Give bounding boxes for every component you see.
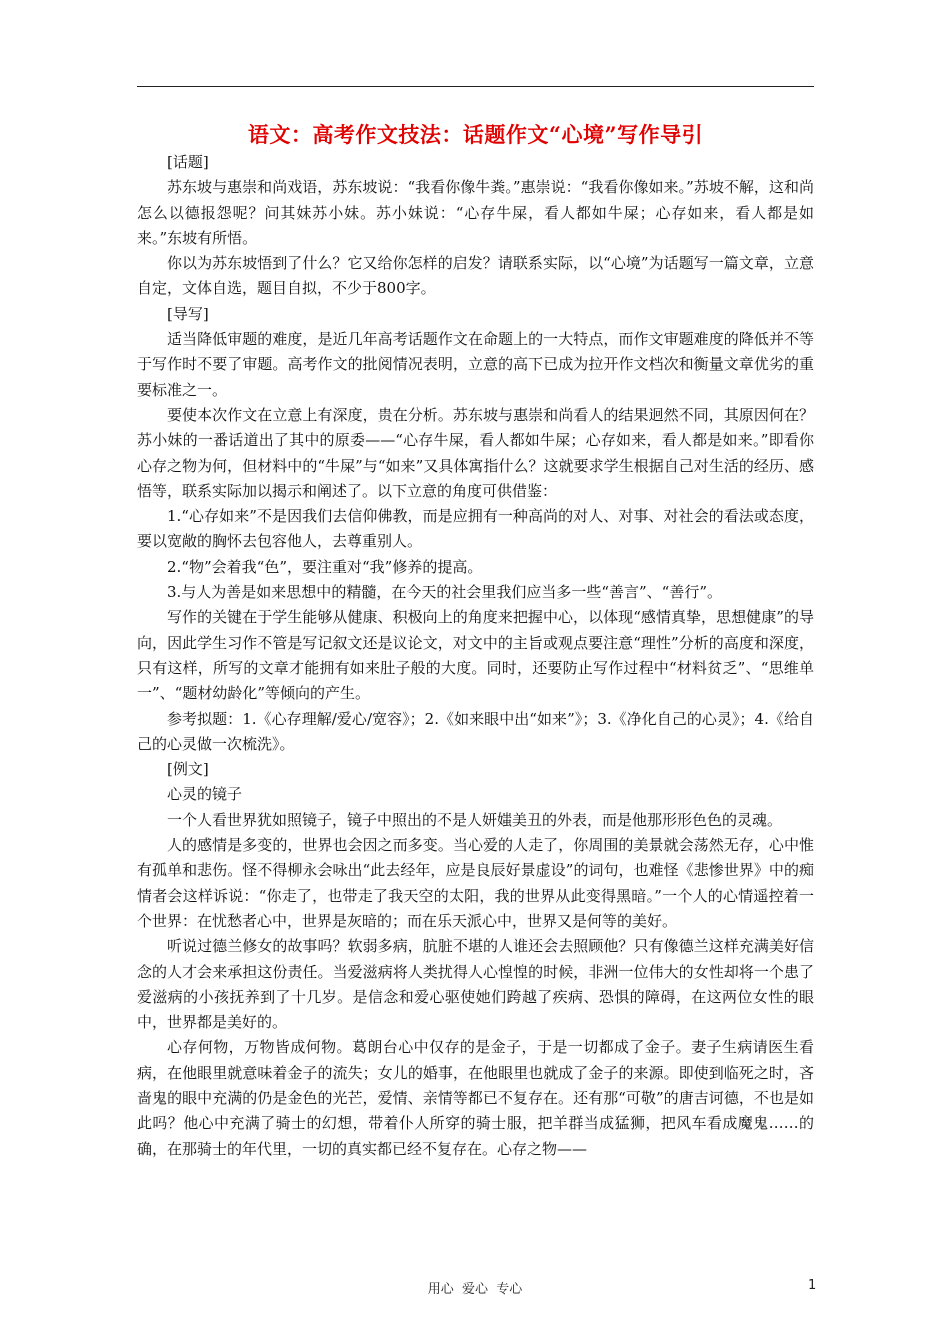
header-rule: [137, 86, 814, 87]
list-item: 1.“心存如来”不是因我们去信仰佛教，而是应拥有一种高尚的对人、对事、对社会的看法或态度，要以宽敞的胸怀去包容他人，去尊重别人。: [137, 507, 814, 551]
paragraph: 要使本次作文在立意上有深度，贵在分析。苏东坡与惠崇和尚看人的结果迥然不同，其原因何在？苏小妹的一番话道出了其中的原委——“心存牛屎，看人都如牛屎；心存如来，看人都是如来。”即看你心存之物为何，但材料中的“牛屎”与“如来”又具体寓指什么？这就要求学生根据自己对生活的经历、感悟等，联系实际加以揭示和阐述了。以下立意的角度可供借鉴：: [137, 405, 814, 500]
footer-slogan: 用心 爱心 专心: [427, 1282, 523, 1297]
document-title: 语文：高考作文技法：话题作文“心境”写作导引: [247, 122, 704, 147]
paragraph: 一个人看世界犹如照镜子，镜子中照出的不是人妍媸美丑的外表，而是他那形形色色的灵魂。: [167, 810, 783, 829]
paragraph: 你以为苏东坡悟到了什么？它又给你怎样的启发？请联系实际，以“心境”为话题写一篇文章，立意自定，文体自选，题目自拟，不少于800字。: [137, 254, 814, 298]
section-label-topic: [话题]: [167, 153, 209, 171]
paragraph: 写作的关键在于学生能够从健康、积极向上的角度来把握中心，以体现“感情真挚，思想健康”的导向，因此学生习作不管是写记叙文还是议论文，对文中的主旨或观点要注意“理性”分析的高度和深度，只有这样，所写的文章才能拥有如来肚子般的大度。同时，还要防止写作过程中“材料贫乏”、“思维单一”、“题材幼龄化”等倾向的产生。: [137, 608, 814, 703]
example-title: 心灵的镜子: [167, 785, 243, 804]
paragraph: 听说过德兰修女的故事吗？软弱多病，肮脏不堪的人谁还会去照顾他？只有像德兰这样充满美好信念的人才会来承担这份责任。当爱滋病将人类扰得人心惶惶的时候，非洲一位伟大的女性却将一个患了爱滋病的小孩抚养到了十几岁。是信念和爱心驱使她们跨越了疾病、恐惧的障碍，在这两位女性的眼中，世界都是美好的。: [137, 937, 814, 1032]
paragraph: 适当降低审题的难度，是近几年高考话题作文在命题上的一大特点，而作文审题难度的降低并不等于写作时不要了审题。高考作文的批阅情况表明，立意的高下已成为拉开作文档次和衡量文章优劣的重要标准之一。: [137, 330, 814, 399]
list-item: 3.与人为善是如来思想中的精髓，在今天的社会里我们应当多一些“善言”、“善行”。: [167, 583, 722, 602]
paragraph: 苏东坡与惠崇和尚戏语，苏东坡说：“我看你像牛粪。”惠崇说：“我看你像如来。”苏坡不解，这和尚怎么以德报怨呢？问其妹苏小妹。苏小妹说：“心存牛屎，看人都如牛屎；心存如来，看人都是如来。”东坡有所悟。: [137, 178, 814, 247]
page-number: 1: [808, 1278, 817, 1293]
paragraph: 参考拟题：1.《心存理解/爱心/宽容》；2.《如来眼中出“如来”》；3.《净化自己的心灵》；4.《给自己的心灵做一次梳洗》。: [137, 709, 814, 753]
list-item: 2.“物”会着我“色”，要注重对“我”修养的提高。: [167, 557, 483, 576]
section-label-guide: [导写]: [167, 304, 209, 323]
document-body: [137, 150, 814, 1162]
section-label-example: [例文]: [167, 760, 209, 779]
paragraph: 心存何物，万物皆成何物。葛朗台心中仅存的是金子，于是一切都成了金子。妻子生病请医生看病，在他眼里就意味着金子的流失；女儿的婚事，在他眼里也就成了金子的来源。即使到临死之时，吝啬鬼的眼中充满的仍是金色的光芒，爱情、亲情等都已不复存在。还有那“可敬”的唐吉诃德，不也是如此吗？他心中充满了骑士的幻想，带着仆人所穿的骑士服，把羊群当成猛狮，把风车看成魔鬼……的确，在那骑士的年代里，一切的真实都已经不复存在。心存之物——: [137, 1038, 814, 1158]
paragraph: 人的感情是多变的，世界也会因之而多变。当心爱的人走了，你周围的美景就会荡然无存，心中惟有孤单和悲伤。怪不得柳永会咏出“此去经年，应是良辰好景虚设”的词句，也难怪《悲惨世界》中的痴情者会这样诉说：“你走了，也带走了我天空的太阳，我的世界从此变得黑暗。”一个人的心情遥控着一个世界：在忧愁者心中，世界是灰暗的；而在乐天派心中，世界又是何等的美好。: [137, 836, 814, 930]
